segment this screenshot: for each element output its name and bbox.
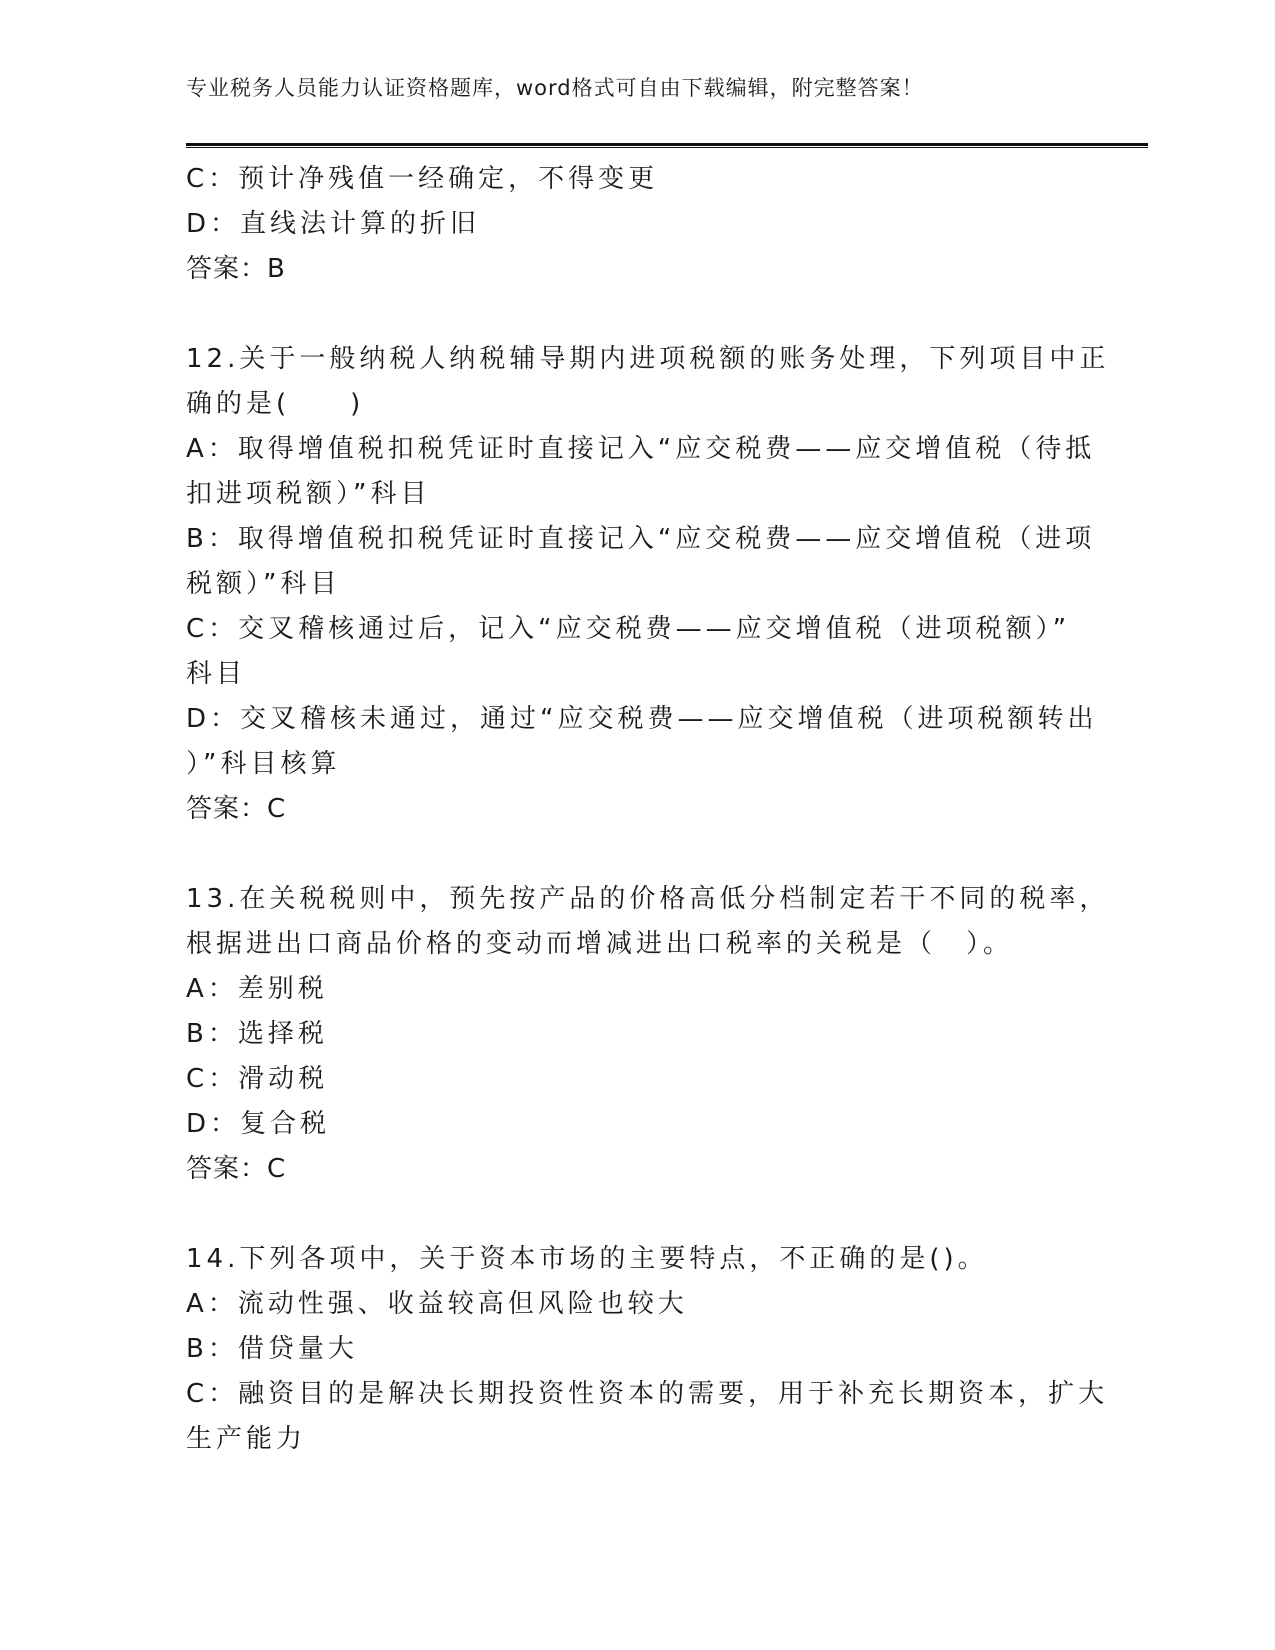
option-line: C：滑动税 (186, 1064, 329, 1094)
answer-line: 答案：C (186, 1154, 287, 1184)
blank-line (186, 1192, 1066, 1237)
blank-line (186, 832, 1066, 877)
option-line: B：借贷量大 (186, 1334, 358, 1364)
option-line: 科目 (186, 659, 247, 689)
page-header-text: 专业税务人员能力认证资格题库，word格式可自由下载编辑，附完整答案！ (186, 76, 924, 100)
question-content (186, 157, 1110, 1462)
question-line: 确的是( ) (186, 389, 365, 419)
option-line: B：选择税 (186, 1019, 328, 1049)
option-line: 生产能力 (186, 1424, 307, 1454)
question-line: 12.关于一般纳税人纳税辅导期内进项税额的账务处理，下列项目中正 (186, 344, 1110, 374)
question-line: 14.下列各项中，关于资本市场的主要特点，不正确的是()。 (186, 1244, 988, 1274)
option-line: 税额）”科目 (186, 569, 341, 599)
option-line: D：直线法计算的折旧 (186, 209, 481, 239)
option-line: A：取得增值税扣税凭证时直接记入“应交税费——应交增值税（待抵 (186, 434, 1096, 464)
option-line: A：差别税 (186, 974, 328, 1004)
option-line: C：融资目的是解决长期投资性资本的需要，用于补充长期资本，扩大 (186, 1379, 1109, 1409)
blank-line (186, 292, 1066, 337)
option-line: D：交叉稽核未通过，通过“应交税费——应交增值税（进项税额转出 (186, 704, 1098, 734)
question-line: 13.在关税税则中，预先按产品的价格高低分档制定若干不同的税率， (186, 884, 1110, 914)
option-line: A：流动性强、收益较高但风险也较大 (186, 1289, 688, 1319)
option-line: 扣进项税额）”科目 (186, 479, 431, 509)
answer-line: 答案：B (186, 254, 286, 284)
option-line: B：取得增值税扣税凭证时直接记入“应交税费——应交增值税（进项 (186, 524, 1096, 554)
option-line: C：预计净残值一经确定，不得变更 (186, 164, 659, 194)
option-line: ）”科目核算 (186, 749, 341, 779)
option-line: C：交叉稽核通过后，记入“应交税费——应交增值税（进项税额）” (186, 614, 1071, 644)
header-divider (186, 143, 1148, 148)
option-line: D：复合税 (186, 1109, 331, 1139)
question-line: 根据进出口商品价格的变动而增减进出口税率的关税是（ ）。 (186, 929, 1014, 959)
answer-line: 答案：C (186, 794, 287, 824)
